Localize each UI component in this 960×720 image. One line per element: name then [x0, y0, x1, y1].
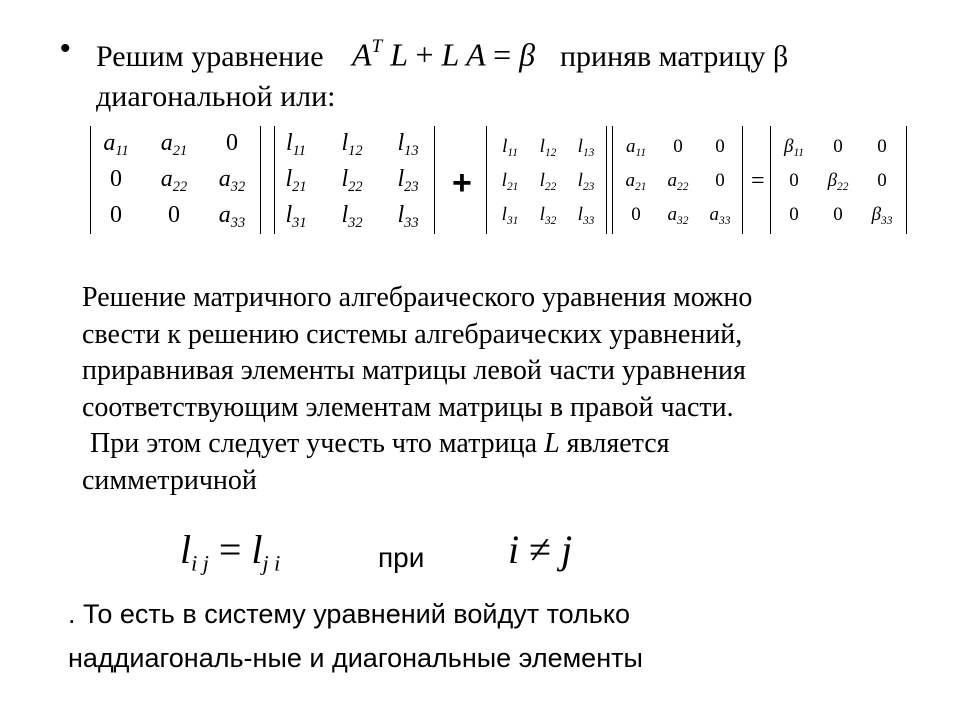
eq-A2: A: [466, 36, 486, 73]
cond-neq: ≠: [529, 527, 552, 572]
matrix-equation: [352, 36, 535, 73]
cond-j: j: [561, 527, 573, 572]
line5-prefix: При этом следует учесть что матрица: [90, 428, 538, 459]
eq-A: A: [352, 36, 372, 73]
matrix-equals-sign: =: [751, 168, 765, 194]
condition-formula: [508, 526, 572, 573]
explanation-paragraph: [82, 280, 752, 499]
line5-L: L: [544, 428, 560, 459]
heading-text-end: приняв матрицу β: [560, 40, 789, 73]
eq-beta: β: [519, 36, 536, 73]
eq-L1: L: [390, 36, 408, 73]
eq-equals: =: [493, 36, 512, 73]
matrix-L-right: $l_{11}$ $l_{12}$ $l_{13}$ $l_{21}$ $l_{22}$ $l_{23}$ $l_{31}$ $l_{32}$ $l_{33}$: [486, 126, 610, 234]
paragraph-line-6: симметричной: [82, 464, 257, 496]
formula-equals: =: [218, 527, 242, 572]
line5-suffix: является: [566, 428, 670, 459]
heading-text-line2: диагональной или:: [96, 80, 336, 113]
formula-l-right: l: [251, 527, 263, 572]
matrix-L-left: $l_{11}$ $l_{12}$ $l_{13}$ $l_{21}$ $l_{22}$ $l_{23}$ $l_{31}$ $l_{32}$ $l_{33}$: [274, 126, 444, 234]
cond-i: i: [508, 527, 520, 572]
eq-L2: L: [441, 36, 459, 73]
formula-ji: j i: [262, 550, 281, 576]
paragraph-line-5: [82, 426, 752, 463]
matrix-AT: $a_{11}$ $a_{21}$ 0 0 $a_{22}$ $a_{32}$ 0 0 $a_{33}$: [90, 126, 264, 234]
paragraph-line-2: свести к решению системы алгебраических уравнений,: [82, 318, 743, 350]
formula-l-left: l: [180, 527, 192, 572]
heading-text-start: Решим уравнение: [96, 40, 324, 73]
eq-plus: +: [415, 36, 434, 73]
symmetry-formula: [180, 526, 280, 577]
conclusion-line-1: . То есть в систему уравнений войдут только: [68, 599, 631, 629]
formula-ij: i j: [191, 550, 209, 576]
matrix-A: $a_{11}$ 0 0 $a_{21}$ $a_{22}$ 0 0 $a_{32}$ $a_{33}$: [612, 126, 744, 234]
paragraph-line-3: приравнивая элементы матрицы левой части уравнения: [82, 355, 746, 386]
matrix-beta: $\beta_{11}$ 0 0 0 $\beta_{22}$ 0 0 0 $\beta_{33}$: [770, 126, 910, 234]
paragraph-line-4: соответствующим элементам матрицы в правой части.: [82, 391, 734, 423]
eq-T: T: [371, 36, 383, 57]
paragraph-line-1: Решение матричного алгебраического уравнения можно: [82, 282, 753, 313]
conclusion-line-2: наддиагональ-ные и диагональные элементы: [68, 643, 643, 673]
matrix-plus-sign: +: [452, 164, 472, 202]
bullet-marker: •: [60, 32, 71, 65]
condition-word: при: [378, 542, 425, 573]
conclusion-text: [68, 592, 643, 680]
